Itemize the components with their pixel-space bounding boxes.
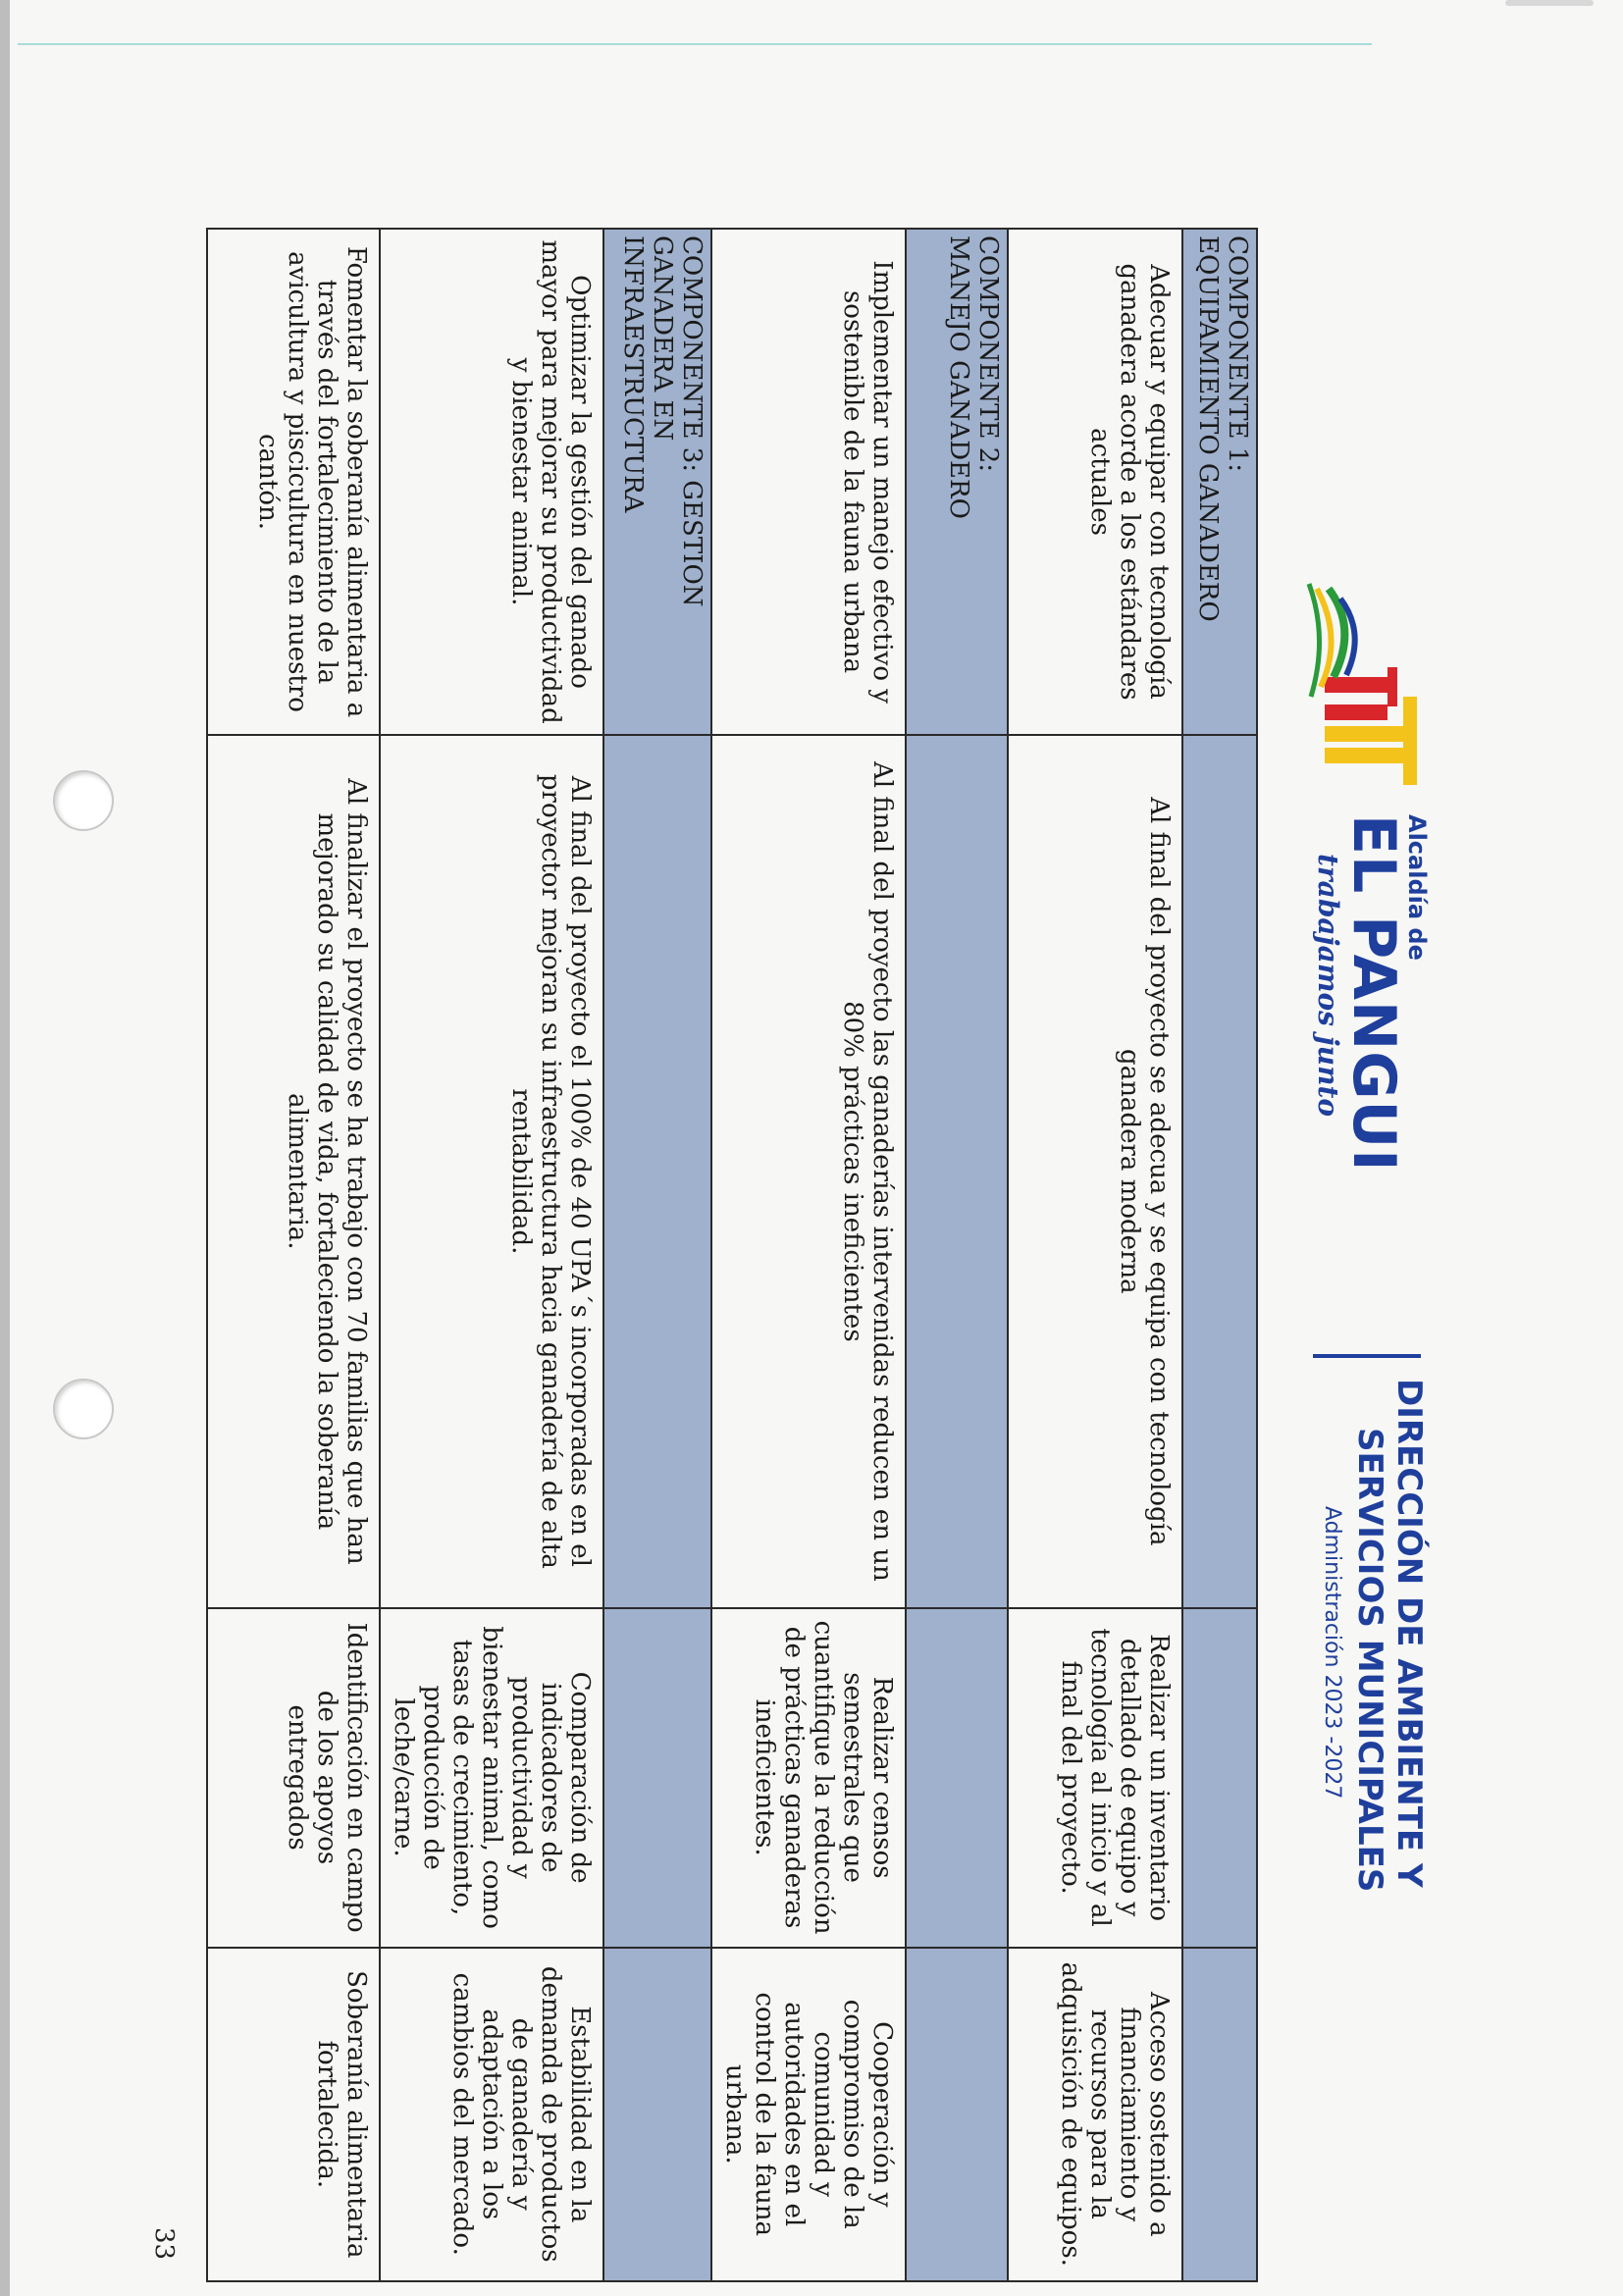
- component-title: COMPONENTE 1: EQUIPAMIENTO GANADERO: [1182, 229, 1257, 735]
- municipality-logo-icon: [1304, 579, 1427, 805]
- objective-cell: Implementar un manejo efectivo y sostenible de la fauna urbana: [711, 229, 906, 735]
- logframe-table: [206, 228, 1258, 2282]
- administration-period: Administración 2023 -2027: [1320, 1506, 1344, 1800]
- objective-cell: Optimizar la gestión del ganado mayor para mejorar su productividad y bienestar animal.: [380, 229, 603, 735]
- page-number: 33: [149, 2227, 179, 2261]
- table-row: [711, 229, 906, 2281]
- assumption-cell: Estabilidad en la demanda de productos de ganadería y adaptación a los cambios del mercado.: [380, 1948, 603, 2281]
- alcaldia-label: Alcaldía de: [1403, 814, 1431, 961]
- component-title: COMPONENTE 3: GESTION GANADERA EN INFRAESTRUCTURA: [603, 229, 711, 735]
- assumption-cell: Soberanía alimentaria fortalecida.: [207, 1948, 380, 2281]
- table-row: [380, 229, 603, 2281]
- municipality-name: [1312, 814, 1431, 1325]
- header-divider: [1313, 1354, 1421, 1358]
- indicator-cell: Al finalizar el proyecto se ha trabajo con 70 familias que han mejorado su calidad de vida, fortaleciendo la soberanía alimentaria.: [207, 735, 380, 1608]
- assumption-cell: Cooperación y compromiso de la comunidad y autoridades en el control de la fauna urbana.: [711, 1948, 906, 2281]
- indicator-cell: Al final del proyecto las ganaderías intervenidas reducen en un 80% prácticas ineficientes: [711, 735, 906, 1608]
- department-block: [1320, 1379, 1429, 1928]
- department-line-1: DIRECCIÓN DE AMBIENTE Y: [1389, 1379, 1429, 1888]
- municipality-title: EL PANGUI: [1339, 814, 1408, 1173]
- department-line-2: SERVICIOS MUNICIPALES: [1350, 1428, 1389, 1893]
- indicator-cell: Al final del proyecto se adecua y se equipa con tecnología ganadera moderna: [1008, 735, 1182, 1608]
- assumption-cell: Acceso sostenido a financiamiento y recursos para la adquisición de equipos.: [1008, 1948, 1182, 2281]
- indicator-cell: Al final del proyecto el 100% de 40 UPA´s incorporadas en el proyector mejoran su infraestructura hacia ganadería de alta rentabilidad.: [380, 735, 603, 1608]
- verification-cell: Realizar un inventario detallado de equipo y tecnología al inicio y al final del proyecto.: [1008, 1608, 1182, 1948]
- top-rule: [18, 43, 1372, 45]
- objective-cell: Adecuar y equipar con tecnología ganadera acorde a los estándares actuales: [1008, 229, 1182, 735]
- letterhead: [1300, 226, 1433, 2286]
- corner-mark: [1505, 0, 1594, 6]
- objective-cell: Fomentar la soberanía alimentaria a través del fortalecimiento de la avicultura y piscicultura en nuestro cantón.: [207, 229, 380, 735]
- component-title: COMPONENTE 2: MANEJO GANADERO: [906, 229, 1008, 735]
- component-header-row: [906, 229, 1008, 2281]
- verification-cell: Identificación en campo de los apoyos entregados: [207, 1608, 380, 1948]
- component-header-row: [1182, 229, 1257, 2281]
- slogan: trabajamos junto: [1312, 854, 1344, 1118]
- table-row: [207, 229, 380, 2281]
- verification-cell: Realizar censos semestrales que cuantifique la reducción de prácticas ganaderas ineficientes.: [711, 1608, 906, 1948]
- page-edge: [0, 0, 10, 2296]
- verification-cell: Comparación de indicadores de productividad y bienestar animal, como tasas de crecimiento, producción de leche/carne.: [380, 1608, 603, 1948]
- component-header-row: [603, 229, 711, 2281]
- table-row: [1008, 229, 1182, 2281]
- rotated-content: [88, 226, 1433, 2286]
